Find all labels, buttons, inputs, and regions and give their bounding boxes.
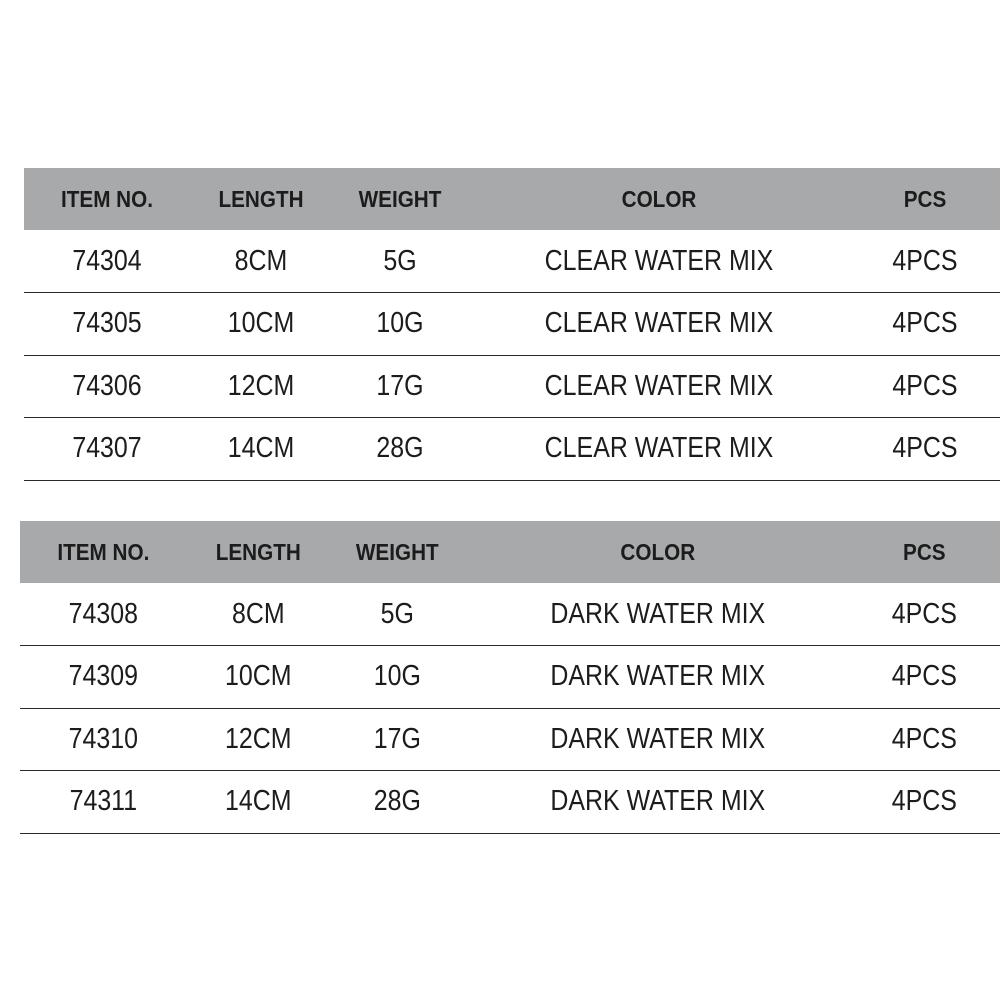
cell-item-no: 74310 [68,722,139,755]
cell-weight: 17G [373,722,422,755]
table-row [20,583,1000,646]
header-weight: WEIGHT [356,538,439,565]
table-row [24,293,1000,356]
cell-item-no: 74308 [68,597,139,630]
header-row [24,168,1000,230]
table-row [24,355,1000,418]
table-row [20,646,1000,709]
cell-pcs: 4PCS [892,722,958,755]
cell-item-no: 74306 [72,369,142,402]
header-color: COLOR [620,538,695,565]
cell-item-no: 74305 [72,307,142,340]
cell-pcs: 4PCS [892,432,958,465]
table-row [24,418,1000,481]
cell-color: DARK WATER MIX [550,722,765,755]
header-pcs: PCS [903,185,947,212]
cell-weight: 28G [376,432,424,465]
header-item-no: ITEM NO. [60,185,153,212]
cell-pcs: 4PCS [892,307,958,340]
cell-color: DARK WATER MIX [550,785,765,818]
cell-weight: 10G [373,660,422,693]
header-item-no: ITEM NO. [57,538,150,565]
header-color: COLOR [621,185,697,212]
cell-color: DARK WATER MIX [550,597,765,630]
cell-weight: 5G [380,597,415,630]
cell-length: 10CM [227,307,295,340]
cell-pcs: 4PCS [892,785,958,818]
cell-length: 14CM [224,785,292,818]
header-weight: WEIGHT [358,185,442,212]
cell-length: 12CM [224,722,292,755]
cell-item-no: 74309 [68,660,139,693]
cell-item-no: 74311 [69,785,138,818]
cell-length: 14CM [227,432,295,465]
table-row [20,771,1000,834]
cell-color: CLEAR WATER MIX [544,369,774,402]
cell-color: CLEAR WATER MIX [544,244,774,277]
cell-length: 8CM [234,244,288,277]
cell-length: 12CM [227,369,295,402]
cell-color: CLEAR WATER MIX [544,432,774,465]
cell-length: 10CM [224,660,292,693]
cell-item-no: 74307 [72,432,142,465]
cell-color: CLEAR WATER MIX [544,307,774,340]
cell-weight: 28G [373,785,422,818]
spec-table-clear-water [24,168,1000,481]
cell-weight: 5G [383,244,417,277]
cell-pcs: 4PCS [892,244,958,277]
table-row [20,708,1000,771]
header-length: LENGTH [218,185,304,212]
header-length: LENGTH [215,538,301,565]
table-header [20,521,1000,583]
cell-item-no: 74304 [72,244,142,277]
spec-table-dark-water [20,521,1000,834]
header-pcs: PCS [903,538,946,565]
table-header [24,168,1000,230]
header-row [20,521,1000,583]
cell-pcs: 4PCS [892,597,958,630]
cell-length: 8CM [231,597,285,630]
cell-color: DARK WATER MIX [550,660,765,693]
cell-pcs: 4PCS [892,369,958,402]
cell-weight: 10G [376,307,424,340]
cell-weight: 17G [376,369,424,402]
table-row [24,230,1000,293]
cell-pcs: 4PCS [892,660,958,693]
